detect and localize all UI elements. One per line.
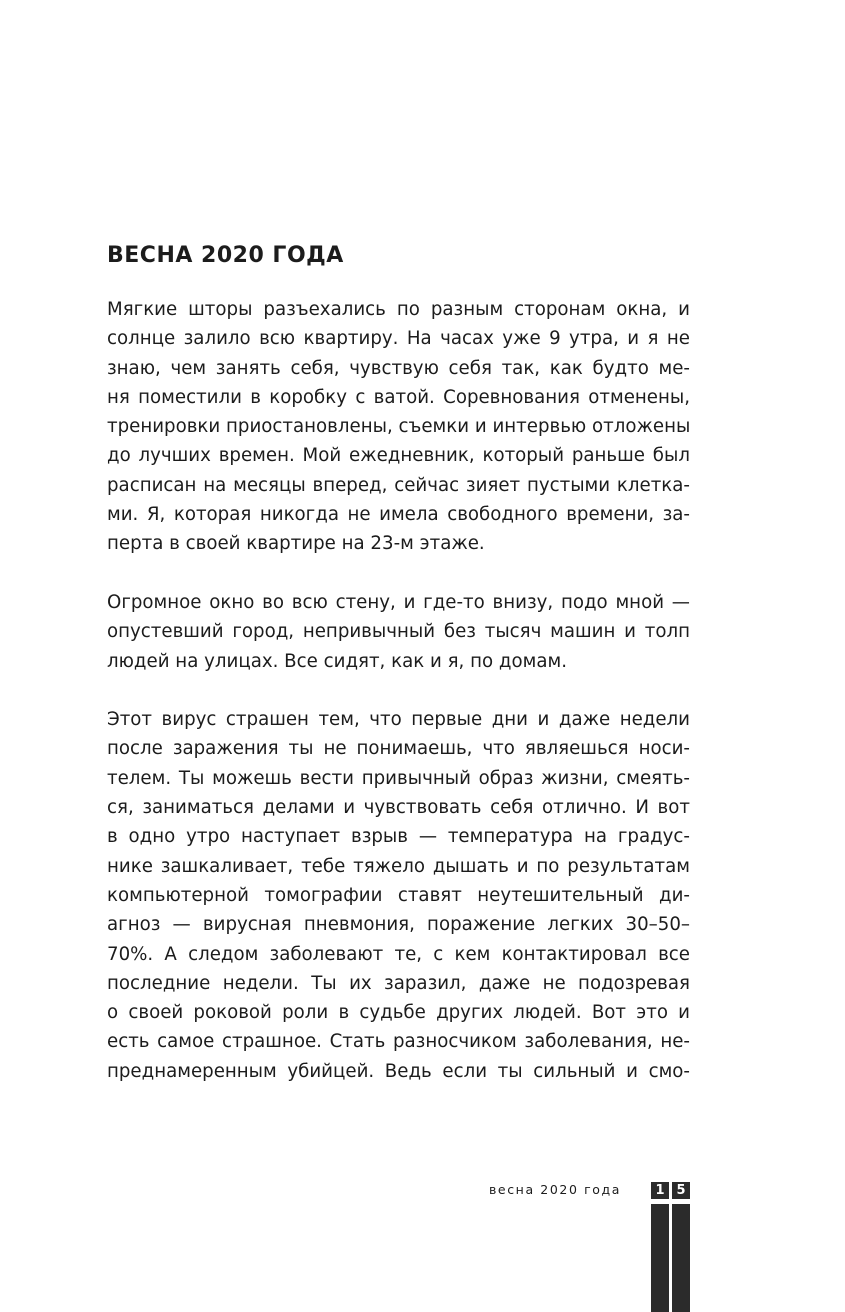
paragraph-gap [107, 676, 690, 705]
text-line: агноз — вирусная пневмония, поражение легких 30–50– [107, 914, 690, 936]
page-number-digit: 5 [672, 1182, 690, 1199]
body-text [107, 295, 690, 1086]
paragraph-gap [107, 559, 690, 588]
text-line: до лучших времен. Мой ежедневник, который раньше был [107, 445, 690, 467]
paragraph-1 [107, 295, 690, 559]
text-line: Мягкие шторы разъехались по разным сторонам окна, и [107, 299, 690, 320]
text-line: есть самое страшное. Стать разносчиком заболевания, не- [107, 1031, 690, 1053]
text-line: в одно утро наступает взрыв — температура на градус- [107, 826, 690, 848]
text-line: расписан на месяцы вперед, сейчас зияет пустыми клетка- [107, 474, 690, 496]
text-line: ми. Я, которая никогда не имела свободного времени, за- [107, 504, 690, 526]
text-line: нике зашкаливает, тебе тяжело дышать и по результатам [107, 855, 690, 877]
text-line: знаю, чем занять себя, чувствую себя так, как будто ме- [107, 357, 690, 379]
text-line: людей на улицах. Все сидят, как и я, по домам. [107, 650, 567, 672]
text-line: 70%. А следом заболевают те, с кем контактировал все [107, 943, 690, 965]
decorative-bar [651, 1204, 669, 1312]
text-line: компьютерной томографии ставят неутешительный ди- [107, 884, 690, 906]
text-line: перта в своей квартире на 23-м этаже. [107, 533, 485, 555]
paragraph-2 [107, 588, 690, 676]
text-line: тренировки приостановлены, съемки и интервью отложены [107, 416, 691, 438]
text-line: последние недели. Ты их заразил, даже не подозревая [107, 972, 690, 994]
text-line: после заражения ты не понимаешь, что являешься носи- [107, 738, 690, 760]
chapter-title: ВЕСНА 2020 ГОДА [107, 243, 344, 268]
running-title: весна 2020 года [488, 1182, 621, 1197]
text-line: телем. Ты можешь вести привычный образ жизни, смеять- [107, 767, 690, 789]
text-line: о своей роковой роли в судьбе других людей. Вот это и [107, 1002, 690, 1024]
text-line: ня поместили в коробку с ватой. Соревнования отменены, [107, 386, 690, 408]
text-line: Этот вирус страшен тем, что первые дни и даже недели [107, 709, 690, 731]
text-line: солнце залило всю квартиру. На часах уже 9 утра, и я не [107, 328, 690, 350]
text-line: ся, заниматься делами и чувствовать себя отлично. И вот [107, 797, 690, 819]
text-line: Огромное окно во всю стену, и где-то внизу, подо мной — [107, 591, 690, 613]
paragraph-3 [107, 705, 690, 1086]
text-line: преднамеренным убийцей. Ведь если ты сильный и смо- [107, 1060, 690, 1082]
page-number-digit: 1 [651, 1182, 669, 1199]
text-line: опустевший город, непривычный без тысяч машин и толп [107, 621, 690, 643]
decorative-bar [672, 1204, 690, 1312]
